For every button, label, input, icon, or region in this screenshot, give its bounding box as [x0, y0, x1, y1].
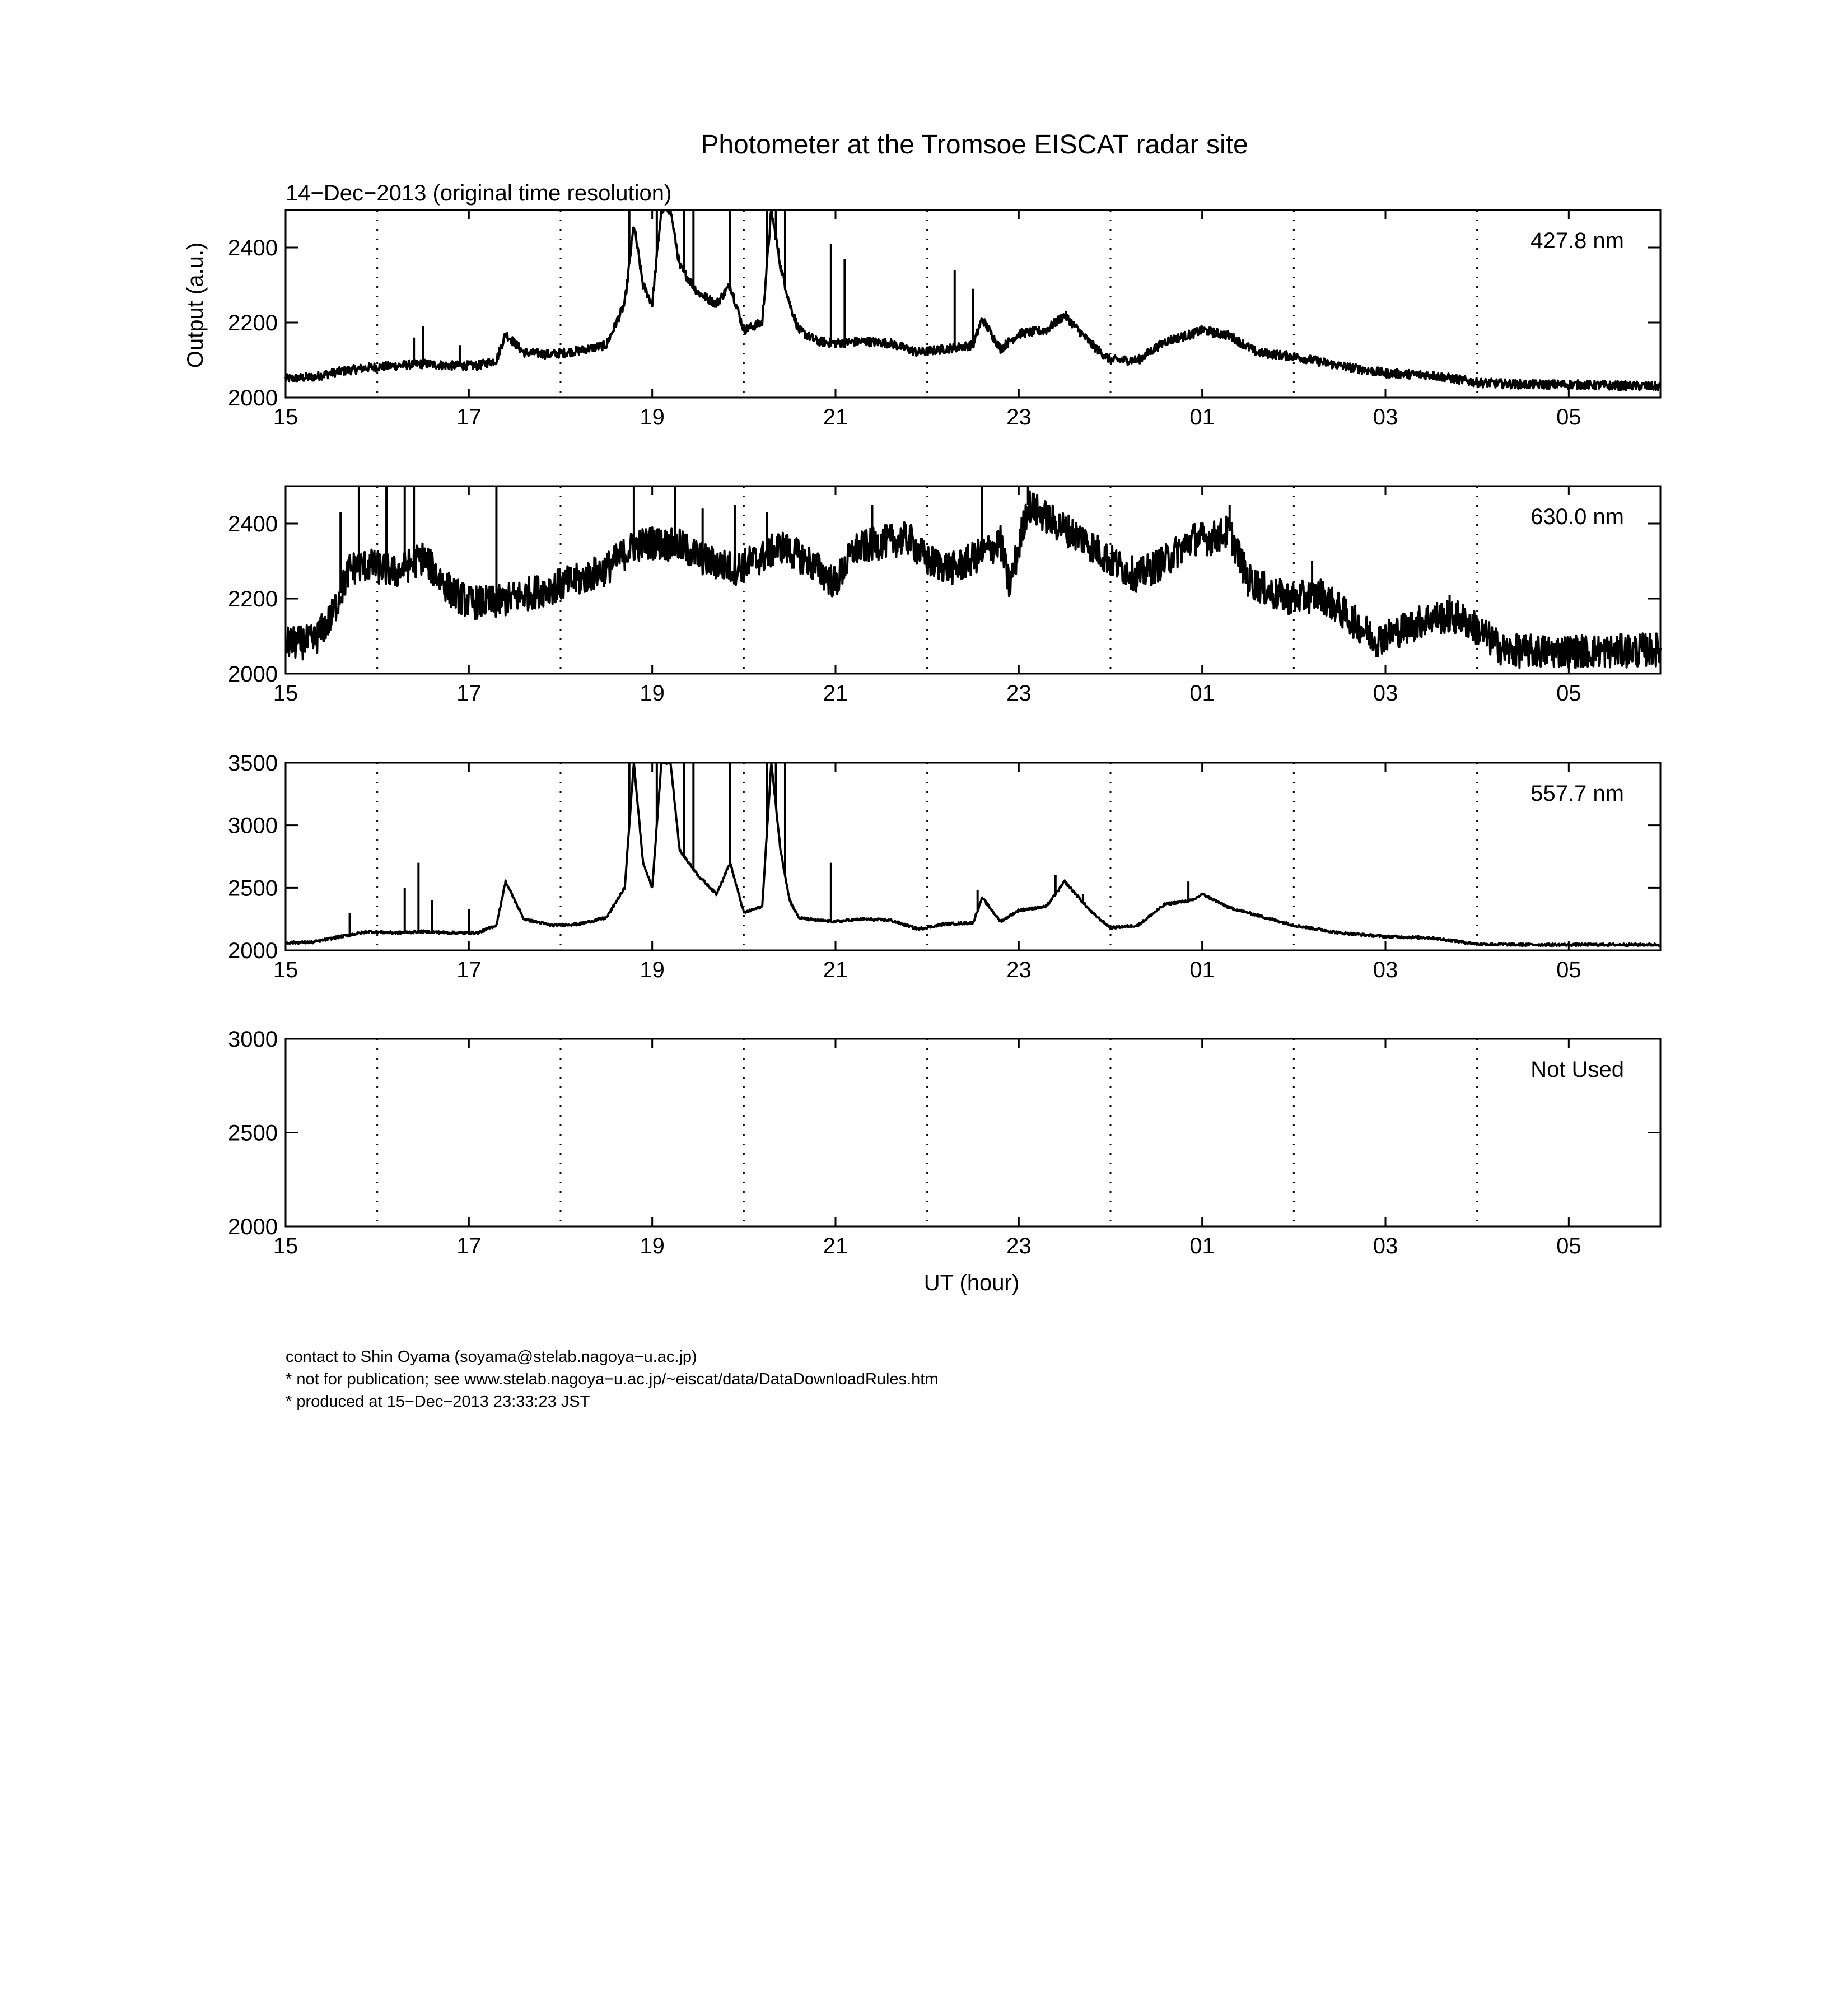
x-tick-label: 21 — [823, 681, 848, 706]
y-tick-label: 3000 — [228, 1027, 278, 1052]
x-tick-label: 01 — [1189, 1234, 1215, 1258]
x-tick-label: 01 — [1189, 958, 1215, 982]
x-tick-label: 23 — [1006, 405, 1032, 430]
x-tick-label: 17 — [456, 958, 482, 982]
x-tick-label: 03 — [1373, 958, 1398, 982]
axes-box — [286, 486, 1660, 674]
y-tick-label: 2500 — [228, 876, 278, 901]
x-tick-label: 17 — [456, 405, 482, 430]
footer-contact: contact to Shin Oyama (soyama@stelab.nagoya−u.ac.jp) — [286, 1348, 697, 1366]
footer-produced: * produced at 15−Dec−2013 23:33:23 JST — [286, 1393, 590, 1411]
panel-4 — [228, 1027, 1660, 1258]
x-tick-label: 03 — [1373, 1234, 1398, 1258]
series-label: 630.0 nm — [1530, 505, 1624, 529]
series-line — [286, 492, 1660, 668]
x-tick-label: 15 — [273, 958, 298, 982]
x-tick-label: 17 — [456, 1234, 482, 1258]
x-tick-label: 19 — [640, 405, 665, 430]
panel-3 — [228, 751, 1660, 982]
y-tick-label: 2400 — [228, 236, 278, 260]
series-label: Not Used — [1530, 1057, 1624, 1082]
y-tick-label: 2000 — [228, 662, 278, 687]
x-tick-label: 23 — [1006, 958, 1032, 982]
panel-1 — [228, 210, 1660, 430]
series-label: 557.7 nm — [1530, 781, 1624, 806]
x-tick-label: 15 — [273, 405, 298, 430]
x-tick-label: 05 — [1556, 958, 1581, 982]
y-tick-label: 2200 — [228, 311, 278, 335]
y-axis-label: Output (a.u.) — [183, 242, 208, 368]
footer-note: * not for publication; see www.stelab.nagoya−u.ac.jp/~eiscat/data/DataDownloadRules.htm — [286, 1370, 939, 1388]
x-tick-label: 05 — [1556, 405, 1581, 430]
x-tick-label: 01 — [1189, 405, 1215, 430]
x-tick-label: 15 — [273, 681, 298, 706]
axes-box — [286, 1039, 1660, 1226]
x-tick-label: 23 — [1006, 681, 1032, 706]
y-tick-label: 2000 — [228, 386, 278, 410]
y-tick-label: 2400 — [228, 512, 278, 536]
y-tick-label: 3500 — [228, 751, 278, 776]
y-tick-label: 2200 — [228, 587, 278, 612]
series-label: 427.8 nm — [1530, 228, 1624, 253]
panel-2 — [228, 486, 1660, 706]
x-tick-label: 19 — [640, 681, 665, 706]
series-line — [286, 763, 1660, 946]
x-tick-label: 15 — [273, 1234, 298, 1258]
y-tick-label: 2500 — [228, 1121, 278, 1146]
x-tick-label: 05 — [1556, 1234, 1581, 1258]
y-tick-label: 2000 — [228, 939, 278, 963]
x-tick-label: 19 — [640, 958, 665, 982]
x-tick-label: 19 — [640, 1234, 665, 1258]
x-tick-label: 03 — [1373, 681, 1398, 706]
y-tick-label: 2000 — [228, 1215, 278, 1239]
x-tick-label: 03 — [1373, 405, 1398, 430]
x-tick-label: 21 — [823, 958, 848, 982]
x-tick-label: 21 — [823, 405, 848, 430]
y-tick-label: 3000 — [228, 813, 278, 838]
x-tick-label: 17 — [456, 681, 482, 706]
panels-group — [228, 210, 1660, 1258]
x-tick-label: 01 — [1189, 681, 1215, 706]
x-tick-label: 21 — [823, 1234, 848, 1258]
x-axis-label: UT (hour) — [923, 1271, 1020, 1295]
figure-subtitle: 14−Dec−2013 (original time resolution) — [286, 181, 672, 206]
x-tick-label: 05 — [1556, 681, 1581, 706]
x-tick-label: 23 — [1006, 1234, 1032, 1258]
figure-title: Photometer at the Tromsoe EISCAT radar site — [701, 130, 1248, 160]
